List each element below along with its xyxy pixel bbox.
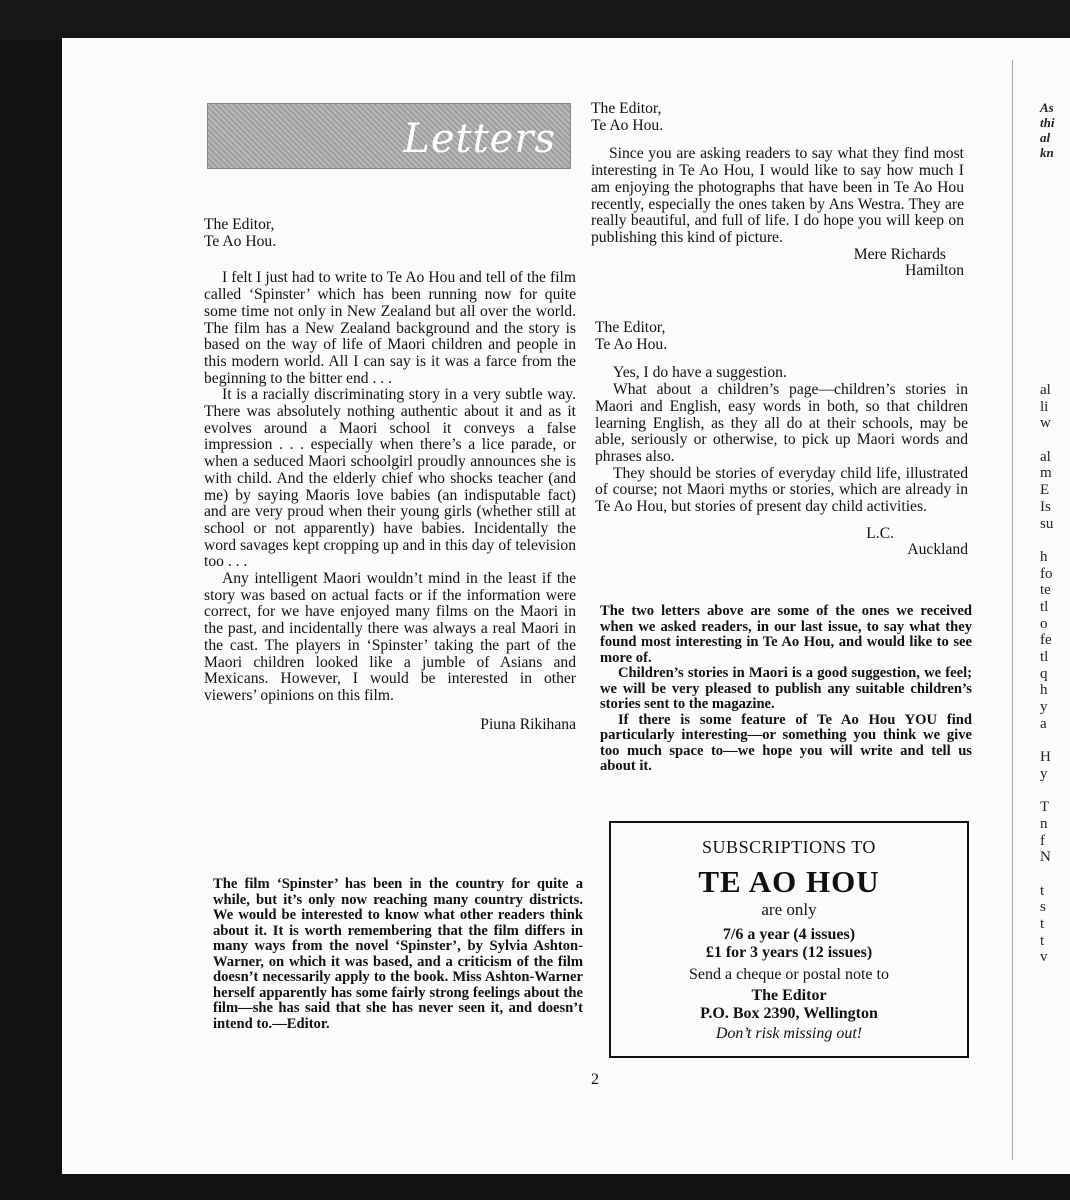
fragment-line: n xyxy=(1040,815,1048,832)
fragment-line xyxy=(1040,866,1070,883)
letter1-paragraph: I felt I just had to write to Te Ao Hou and tell of the film called ‘Spinster’ which has been running now for quite some time not only in New Zealand but all over the world. The film has a New Zealand background and the story is based on the way of life of Maori children and people in this modern world. All I can say is it was a farce from the beginning to the bitter end . . . xyxy=(204,269,576,387)
letter2-salutation-line2: Te Ao Hou. xyxy=(591,116,664,134)
letter2-paragraph: Since you are asking readers to say what they find most interesting in Te Ao Hou, I would like to say how much I am enjoying the photographs that have been in Te Ao Hou recently, especially the ones taken by Ans Westra. They are really beautiful, and full of life. I do hope you will keep on publishing this kind of picture. xyxy=(591,145,964,246)
fragment-line: f xyxy=(1040,832,1045,849)
fragment-line: s xyxy=(1040,899,1046,916)
subscription-price-yearly: 7/6 a year (4 issues) xyxy=(722,926,856,943)
editor-note-2-paragraph: The two letters above are some of the ones we received when we asked readers, in our last issue, to say what they found most interesting in Te Ao Hou, and would like to see more of. xyxy=(600,603,972,666)
fragment-line: li xyxy=(1040,398,1049,415)
section-title: Letters xyxy=(403,116,556,162)
fragment-line: y xyxy=(1040,765,1048,782)
fragment-line xyxy=(1040,783,1070,800)
editor-note-2 xyxy=(600,604,972,775)
right-column-top xyxy=(591,101,964,280)
scan-border xyxy=(0,0,1070,40)
subscription-heading: SUBSCRIPTIONS TO xyxy=(702,837,876,857)
fragment-line: tl xyxy=(1040,598,1049,615)
subscription-recipient: The Editor xyxy=(751,987,827,1004)
fragment-line: al xyxy=(1040,130,1051,145)
fragment-line: t xyxy=(1040,916,1045,932)
letter2-signature-name: Mere Richards xyxy=(853,245,946,263)
fragment-line: o xyxy=(1040,615,1048,632)
subscription-are-only: are only xyxy=(761,900,817,919)
fragment-line: tl xyxy=(1040,649,1049,665)
fragment-line xyxy=(1040,532,1070,549)
fragment-line xyxy=(1040,732,1070,749)
subscription-address: P.O. Box 2390, Wellington xyxy=(700,1005,878,1022)
letter1-salutation-line2: Te Ao Hou. xyxy=(204,232,277,250)
letter3-salutation-line1: The Editor, xyxy=(595,319,666,336)
fragment-line: t xyxy=(1040,932,1045,949)
fragment-line: al xyxy=(1040,382,1051,398)
fragment-line: N xyxy=(1040,849,1051,866)
fragment-line: te xyxy=(1040,582,1051,599)
subscription-box xyxy=(609,821,969,1058)
right-column-middle xyxy=(595,320,968,559)
page-number: 2 xyxy=(591,1071,599,1088)
letter2-salutation-line1: The Editor, xyxy=(591,100,662,117)
letter3-signature-initials: L.C. xyxy=(866,524,894,542)
fragment-line xyxy=(1040,432,1070,449)
editor-note-1-text: The film ‘Spinster’ has been in the country for quite a while, but it’s only now reaching many country districts. We would be interested to know what other readers think about it. It is worth remembering that the film differs in many ways from the novel ‘Spinster’, by Sylvia Ashton-Warner, on which it was based, and a criticism of the film doesn’t necessarily apply to the book. Miss Ashton-Warner herself apparently has some fairly strong feelings about the film—she has said that she has never seen it, and doesn’t intend to.—Editor. xyxy=(213,876,583,1032)
fragment-line: Is xyxy=(1040,498,1051,515)
fragment-line: v xyxy=(1040,949,1048,966)
editor-note-2-paragraph: If there is some feature of Te Ao Hou YOU find particularly interesting—or something you think we give too much space to—we hope you will write and tell us about it. xyxy=(600,711,972,774)
fragment-line: E xyxy=(1040,482,1050,499)
fragment-line: m xyxy=(1040,465,1052,482)
page-fold-divider xyxy=(1012,60,1013,1160)
letter3-salutation-line2: Te Ao Hou. xyxy=(595,335,668,353)
letter2-signature-place: Hamilton xyxy=(905,262,964,280)
letter1-paragraph: Any intelligent Maori wouldn’t mind in the least if the story was based on actual facts or if the information were correct, for we have enjoyed many films on the Maori in the past, and incidentally there was always a real Maori in the cast. The players in ‘Spinster’ taking the part of the Maori children looked like a jumble of Asians and Mexicans. However, I would be interested in other viewers’ opinions on this film. xyxy=(204,570,576,704)
subscription-price-3years: £1 for 3 years (12 issues) xyxy=(705,944,873,961)
letter3-signature-place: Auckland xyxy=(907,541,968,559)
editor-note-1 xyxy=(213,877,583,1032)
fragment-line: H xyxy=(1040,749,1051,766)
left-column xyxy=(204,217,576,733)
fragment-line: h xyxy=(1040,548,1048,565)
fragment-line: As xyxy=(1040,100,1054,115)
fragment-line: fo xyxy=(1040,565,1053,582)
subscription-title: TE AO HOU xyxy=(698,864,880,899)
fragment-line: kn xyxy=(1040,145,1054,160)
fragment-line: h xyxy=(1040,682,1048,699)
letter1-signature: Piuna Rikihana xyxy=(480,715,576,733)
editor-note-2-paragraph: Children’s stories in Maori is a good suggestion, we feel; we will be very pleased to publish any suitable children’s stories sent to the magazine. xyxy=(600,665,972,712)
fragment-line: q xyxy=(1040,665,1048,682)
letter3-paragraph: What about a children’s page—children’s stories in Maori and English, easy words in both, so that children learning English, as they all do at their schools, may be able, seriously or otherwise, to pick up Maori words and phrases also. xyxy=(595,381,968,465)
letter3-paragraph: Yes, I do have a suggestion. xyxy=(613,364,787,382)
fragment-line: thi xyxy=(1040,115,1055,130)
fragment-line: fe xyxy=(1040,632,1052,649)
fragment-line: y xyxy=(1040,699,1048,716)
fragment-line: w xyxy=(1040,415,1051,432)
subscription-tagline: Don’t risk missing out! xyxy=(715,1025,863,1042)
fragment-line: su xyxy=(1040,515,1054,532)
letters-banner xyxy=(207,103,571,169)
letter3-paragraph: They should be stories of everyday child life, illustrated of course; not Maori myths or stories, which are already in Te Ao Hou, but stories of present day child activities. xyxy=(595,464,968,516)
fragment-line: T xyxy=(1040,799,1050,816)
fragment-line: t xyxy=(1040,882,1045,899)
fragment-line: a xyxy=(1040,715,1047,732)
subscription-send-instruction: Send a cheque or postal note to xyxy=(689,966,889,983)
fragment-line: al xyxy=(1040,448,1051,465)
letter1-salutation-line1: The Editor, xyxy=(204,216,275,233)
letter1-paragraph: It is a racially discriminating story in a very subtle way. There was absolutely nothing authentic about it and as it evolves around a Maori school it conveys a false impression . . . especially when there’s a lice parade, or when a seduced Maori schoolgirl proudly announces she is with child. And the elderly chief who shocks teacher (and me) by saying Maoris love babies (an indisputable fact) and are very proud when their young girls (whether still at school or not apparently) have babies. Incidentally the word savages kept cropping up and in this day of television too . . . xyxy=(204,386,576,571)
next-page-fragment xyxy=(1040,100,1070,966)
